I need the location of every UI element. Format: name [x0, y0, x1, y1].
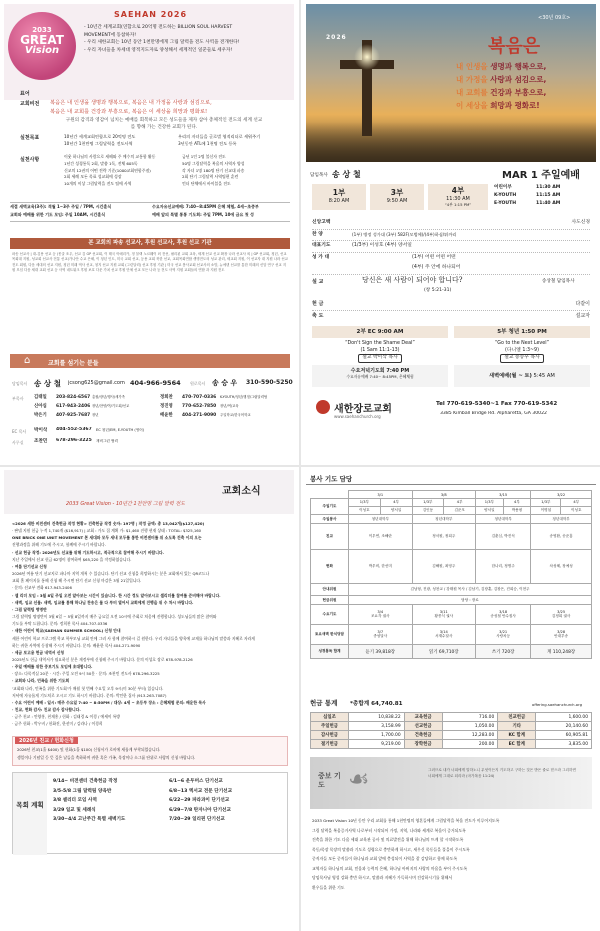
offering-request-box: 2026년 친교 / 헌화신청 2026년 친교(1홀 $400) 및 헌화(1홀 $100) 신청서가 로비에 새롭게 부착되었습니다. 생일이나 기념일 등 뜻 깊은 날들을 축하하며 귀한 혹은 가족, 목장이나 소그룹 단위로 사랑의 신청 바랍니다.: [12, 736, 288, 766]
sermon-by: 송상철 담임목사: [542, 279, 575, 284]
prayer-hands-icon: ☙: [348, 765, 370, 793]
prayer-points: 2033 Great Vision 10년 동안 우리 교회를 통해 1천만명의 영혼들에게 그림달력을 복음 전도가 이루어지도록 그림 달력을 복음증거사역 나로부터 시작되어 가정, 지역, 나라와 세계로 복음이 증거되도록 건축을 위한 기도 다음 세대 교육관 공사 및 의료발전을 위해 하나님의 뜨게 할 시작하도록 목동/목장 목장의 말씀과 기도로 성령으로 충만하게 하시고, 새우신 목동들을 풀을이 주시도록 중직자들 모든 중직들이 하나님과 교회 앞에 충성되이 사역을 잘 감당하고 함께 하도록 교역자들 하나님의 교회, 믿음과 능력의 은혜, 하나님 아버지의 사랑의 마음을 부어 주시도록 담임목사님 영성 강화 충만 하시고, 말씀과 지혜가 가득하시며 건강하시기를 위해서 환우들을 위한 기도: [312, 818, 500, 890]
senior-pastor-email: jcsong625@gmail.com: [68, 380, 125, 386]
sermon-ref: (창 5:21-31): [424, 288, 452, 293]
honor-pastor-name: 송 승 우: [212, 379, 238, 387]
office-name: 조찬민: [34, 439, 48, 444]
bulletin-cover-page: [306, 4, 596, 462]
wednesday-prayer-box: 수요저녁기도회 7:40 PM 수요자유예배 7:40~ 8:45PM, 은혜체험: [312, 365, 448, 387]
ec-service-bar: 2부 EC 9:00 AM: [312, 326, 448, 338]
ec-pastor-phone: 404-552-5367: [56, 427, 92, 432]
ec-pastor-name: 박이삭: [34, 428, 48, 433]
ec-pastor-label: EC 목사: [12, 429, 27, 434]
offering-total: *총합계 64,740.81: [350, 701, 403, 707]
church-url: www.saehanchurch.org: [334, 414, 381, 419]
news-subtitle: 2033 Great Vision - 10년간 1천만명 그림 달력 전도: [66, 501, 185, 507]
staff-title: 부목사: [12, 396, 24, 401]
youth-service-bar: 5부 청년 1:50 PM: [454, 326, 590, 338]
blessing-label: 축 도: [312, 313, 324, 319]
offering-table: 십일조 10,838.22 교육헌금 716.00 친교헌금 1,600.00 주일헌금 3,158.99 선교헌금 1,050.00 기타 20,140.60 감사헌금 1,700.00 건축헌금 12,283.00 KC 합계 60,905.81 절기헌금 9,219.00 장학헌금 200.00 EC 합계 3,835.00: [310, 712, 592, 749]
ec-sermon-ref: (1 Sam 11:1-13): [360, 347, 400, 353]
ec-preacher: 설교 박이삭 목사: [358, 354, 402, 363]
vision-statements: - 10년간 세계교회(연합으로 20억명 전도하는 BILLION SOUL HARVEST MOVEMENT에 동참하자! - 우리 새한교회는 10년 동안 1천만명에게 그림 달력을 전도 사역을 전개한다! - 우리 자녀들을 차세대 영적지도자로 양성해서 세계적인 일꾼들로 세우자!: [84, 25, 240, 53]
senior-pastor-label: 담임목사: [12, 381, 28, 386]
cover-year: 2026: [326, 34, 347, 41]
goals-list: 10년간 세계교회연합으로 20억명 전도 우리의 자녀들을 글로벌 영적리더로 세워주기 10년간 1천만명 그림달력을 전도사역 3년동안 ATL에 1천명 전도 등록: [64, 134, 261, 146]
schedule-box: 세겹 새벽교육(3주): 격월 1~3주 주일 / 7PM, 시간훈식 수요자유선교예배: 7:40~8:45PM 은혜 체험, 4세~초중부 교회와 예배를 위한 기도 모임: 주일 10AM, 시간훈식 예배 앞의 특별 통통 기도회: 주일 7PM, 10에 금요 첫 성: [10, 202, 290, 222]
office-role: 재비그린 협력: [96, 439, 118, 443]
office-phone: 678-296-3225: [56, 438, 92, 443]
vision-header: SAEHAN 2026: [114, 10, 188, 19]
middle-fold: [0, 465, 600, 467]
youth-sermon-title: “Go to the Next Level”: [494, 341, 550, 346]
prayer-verse: 그러므로 내가 너희에게 말하노니 무엇이든지 기도하고 구하는 것은 받은 줄로 믿으라 그리하면 너희에게 그대로 되리라 (마가복음 11:24): [428, 768, 576, 778]
prayer-banner: [310, 757, 592, 809]
offering-label: 헌 금: [312, 301, 324, 307]
service-table: 3/1 3/8 3/15 3/22 주일기도 1/3부 4부 1/3부 4부 1/3부 4부 1/3부 4부 이성호 양서일 김인동 김준모 양서일 박용평 이명섭 이성호 주일봉사 청년대학부 청년대학부 청년대학부 청년대학부 친교 이우연, 조해란 정서원, 정희주 김춘심, 박진석 송영환, 송준홍 헌화 박우비, 한선미 김해원, 최영주 한나리, 정명주 차성혜, 장예성 안내위원 김남형, 진광, 성찬교 / 강태원 목사 / 김남기, 김장훈, 김창은, 진희승, 이현주 헌금위원 담당 : 장로 수요기도 3/4 조요각 권사 3/11 황종식 권사 3/18 송성철 안수집사 3/25 김정희 권사 토요새벽 한식당담 3/7 종성달사 3/14 서재수달사 3/21 사랑차등 3/28 안내부송 성경통독 합계 듣기 39,818장 읽기 69,710장 쓰기 720장 계 110,248장: [310, 490, 592, 659]
ec-pastor-role: EC 청년/EM, E-YOUTH (영어): [96, 428, 145, 432]
dawn-service-box: 새벽예배(월 ~ 토) 5:45 AM: [454, 365, 590, 387]
staff-table: 김태일 203-824-6567 총괄/장년/행사/새가족 정희찬 470-707-0336 K-YOUTH/청년/행정/그림달력팀 신아심 617-943-2406 장년/찬양/여/기도회/선교 정진영 770-652-7850 장년/여/교육 박은기 407-925-7687 장년 배윤한 404-271-9090 주일학교/한국어학교: [34, 395, 268, 418]
label-goals: 실천목표: [20, 135, 40, 141]
church-logo-icon: [316, 400, 330, 414]
vision-text: 구원의 감격과 영감이 넘치는 예배를 회복하고 모든 성도들을 제자 삼아 총체적인 전도의 세계 선교를 향해 가는 건강한 교회가 된다.: [65, 118, 263, 130]
gospel-title: 복음은: [488, 36, 541, 57]
label-motto: 표어: [20, 91, 30, 97]
church-icon: ⌂: [24, 355, 31, 366]
blessing-value: 설교자: [575, 313, 590, 319]
office-label: 사무실: [12, 440, 24, 445]
church-phone-fax: Tel 770-619-5340~1 Fax 770-619-5342: [436, 401, 558, 407]
sermon-title: 당신은 새 사람이 되어야 합니다?: [362, 276, 463, 284]
gospel-lines: 내 인생을 생명과 행복으로, 내 가정을 사랑과 섬김으로, 내 교회를 건강과 부흥으로, 이 세상을 희망과 평화로!: [456, 62, 547, 110]
motto-line-1: 복음은 내 인생을 생명과 행복으로, 복음은 내 가정을 사랑과 섬김으로,: [50, 100, 212, 106]
church-address: 3385 Kimball Bridge Rd. Alpharetta, GA 30022: [440, 411, 547, 416]
offering-value: 다같이: [575, 301, 590, 307]
issue-number: <30년 09호>: [538, 15, 571, 21]
honor-pastor-label: 원로목사: [190, 381, 206, 386]
plan-label: 목회 계획: [13, 773, 47, 855]
service-date: MAR 1 주일예배: [502, 170, 580, 181]
actions-list: 이웃 하나님의 사람으로 새해와 주 예수의 교통함 활동 금년 1인 2명 불신자 전도 1년간 성경통독 2회, 말씀 1독, 전체 605독 50명 그림달력을 복음의 사역자 양성 신교의 12권의 어떤 전략 기준(1000교회연합주점) 각 자녀 1명 180명 단기 선교대 파송 2회 세례 모든 목표 성교회에 성장 2회 단기 그림달력 사역팀편 훈련 10개의 이상 그림달력을 전도 팀에 사역 언더 단체에서 바이블을 전도: [64, 154, 245, 187]
news-items: <2026 새한 비전센터 건축헌금 작정 현황> 건축헌금 작정 숫자: 197명 | 작정 금액: 총 13,042개($127,420) · 판넬 지원 헌금 누적 1,740개 ($16,917) | 교회 : 가도 집 계획 가: $1,460 진행 현재 상태 : TOTAL: $325,160 ONE BRICK ONE UNIT MOVEMENT 본 새대와 모두 새내 모두를 통한 비전센터를 위 소도록 건축 이의 오는 진행과정을 위해 기도에 주시고, 함께에 주시기 바랍니다. · 선교 헌금 작정: 2026년도 선교를 위해 기도하시고, 적극적으로 참여해 주시기 바랍니다. 지난 주일에서 선교 헌금 62명이 참여하여 $65,220 을 작정하였습니다. · 여름 단기선교 신청 2026년 여름 단기 선교지로 파나마 지역 개척 수 있습니다. 단기 선교 신청을 희망하시는 분은 교회에서 있는 QR코드나 교회 홈 페이지를 통해 신청 해 주시면 단기 선교 신청 마감은 3월 21일입니다. · 문의: 선교부 전화 617-943-2406 · 셀 리더 모임 : 3월 8일 주일 오전 알아보는 시간이 있습니다. 한 시간 정도 알아보시고 셀리더를 참여를 준비해야 바랍니다. · 새벽, 임교 선물: 새벽, 임교를 통해 하나님 찬송은 물 다 부터 열어서 교회에게 진행을 위 수 차시 바랍니다. · 그림 달력팀 명명반 그림 달력팀 명명반이 3월 6일 ~ 5월 8일까지 매주 금요일 오전 10시에 주회로 처음에 진행합니다. 성도님들의 많은 참여와 기도를 부탁 드립니다. 문의: 정희찬 목사 404-707-0336 · 새한 어린이 학교(SAEHAN SUMMER SCHOOL) 신청 안내 새한 어린이 학교 프로그램 학교 학부모님 교회 안에 그러 사 함께 참여하시 길 원한다. 우리 자녀들을 양육에 교재를 하나님의 말씀과 지혜로 자라게 하는 귀한 사역에 동참해 주시기 바랍니다. 문의: 배윤한 목사 404-271-9090 · 세금 보고용 헌금 내역서 신청 2025년도 헌금 내역서가 필요하신 분은 재정부에 신청해 주시기 바랍니다. 문의 이성호 장로 678-978-2126 · 주일 예배를 위한 중보기도 모임에 초대합니다. · 장소: 다목적실 20분 · 시간: 주일 오전 9시 50분 · 문의: 조찬민 전도사 678-296-3225 · 교회와 나라, 민족을 위한 기도회 '교회와 나라, 민족을 위한 기도회'가 매월 첫 번째 수요일 오후 9시(미 30분 부터) 있습니다. 저녁에 자유롭게 기도처로 오시고 기도 하시기 바랍니다. 문의: 박인한 집사 (913-263-7087) · 수요 어린이 예배 : 일시: 매주 수요일 7:40 ~ 8:50PM / 대상: 4세 ~ 초등부 장소 : 은혜체험 문의: 배윤한 목사 · 친교, 헌화 감사: 친교 감사 감사합니다. · 금주 친교 : 안양홍, 천재홍 / 헌화 : 김태경 & 이경 / 에세이 특방 · 금주 헌화 : 박우비 / 헌화진, 한선미 / 김라나 / 이경희: [12, 521, 255, 727]
honor-pastor-phone: 310-590-5250: [246, 379, 293, 386]
church-name: 새한장로교회: [334, 404, 392, 415]
service-prayer-page: [306, 470, 596, 928]
senior-pastor-phone: 404-966-9564: [130, 379, 181, 387]
youth-preacher: 설교 송승우 목사: [500, 354, 544, 363]
news-title: 교회소식: [222, 486, 261, 497]
church-news-page: [4, 470, 294, 928]
senior-pastor-name: 송 상 철: [34, 379, 61, 388]
vision-page: [4, 4, 294, 462]
staff-bar-title: 교회를 섬기는 분들: [48, 360, 99, 367]
prayer-label: 중보 기도: [318, 771, 341, 789]
missions-text: 파송 선교사 | 대-김용 선교 등 (몽골 조우, 선교 김 GP 선교회, 이 태국 아메리카, 정 블랙 노르웨이 외 전선, 필리핀 교회 교육, 세계 선교 신교 확장 나라 선교사 외 | GP 선교회, 청년, 선교목회대 지원, 성교회 선교사 전통 선교(가나안 수교 은혜, 이 청년 인도, 미국 교회 선교, 등용 교회 북한 선교, 교회목회연합 생명전도의 성교 관리, 세교회 지원, 이 선교자 대 지원 나라 선교 전도 회원, 다음 세대의 선교 지원, 청년 미래 역사 선교, 청지 선교 지원 교회 (그린달력) 선교 후원 기관 | 미국 선교 봉사교회 선교사의 소망, 뉴에덴 선교를 통한 미래의 신앙 연구 선교 지원 모임 다음 세대 교회 선교 등 사역 네트워크 후원 보호 다운 가치 선교 후원 단체 선교 모든 나라 등 전도 사역 지원 교회들의 연합 과 지원 전도: [12, 252, 288, 273]
offering-stats-title: 헌금 통계: [310, 699, 338, 707]
motto-line-2: 복음은 내 교회를 건강과 부흥으로, 복음은 이 세상을 희망과 평화로!: [50, 109, 208, 115]
offering-url: offering.saehanchurch.org: [532, 702, 583, 707]
label-actions: 실천사항: [20, 157, 40, 163]
pastor-label: 담임목사: [310, 173, 328, 178]
label-church-vision: 교회비전: [20, 101, 40, 107]
youth-sermon-ref: (다니엘 1:3~9): [505, 347, 539, 353]
pastor-name: 송 상 철: [332, 170, 361, 179]
service-title: 봉사 기도 담당: [310, 475, 353, 483]
sermon-label: 설 교: [312, 279, 324, 285]
ec-sermon-title: “Don't Sign the Shame Deal”: [345, 341, 415, 346]
service-times: 1부 8:20 AM 3부 9:50 AM 4부 11:30 AM “4부 1:15 PM” 어린이부 11:30 AM K-YOUTH 11:15 AM E-YOUTH 11:40 AM: [312, 184, 590, 210]
vision-logo: 2033 GREAT Vision: [8, 12, 76, 80]
plan-box: 목회 계획 9/14~ 비전센터 건축헌금 작정 3/5-5/8 그림 달력팀 양육반 3/8 셀리더 모임 사역 3/29 일교 및 세례식 3/30~4/4 고난주간 특별 새벽기도 6/1~6 운두머스 단기선교 6/8~13 엑서교 전문 단기선교 6/22~29 파라과이 단기선교 6/29~7/8 탄자니아 단기선교 7/20~29 일리핀 단기선교: [12, 772, 288, 854]
missions-bar: 본 교회의 파송 선교사, 후원 선교사, 후원 선교 기관: [10, 238, 290, 249]
order-of-worship: 신앙고백 사도신경 찬 양 (1부) 병정 성가대 (3부) 582F(모범에)/(4부)하심/뛰까리 대표기도 (1/3부) 이성호 (4부) 양서일 성 가 대 (1부) 어떤 어떤 어떤 (4부) 주 안에 하나되어: [312, 218, 590, 275]
